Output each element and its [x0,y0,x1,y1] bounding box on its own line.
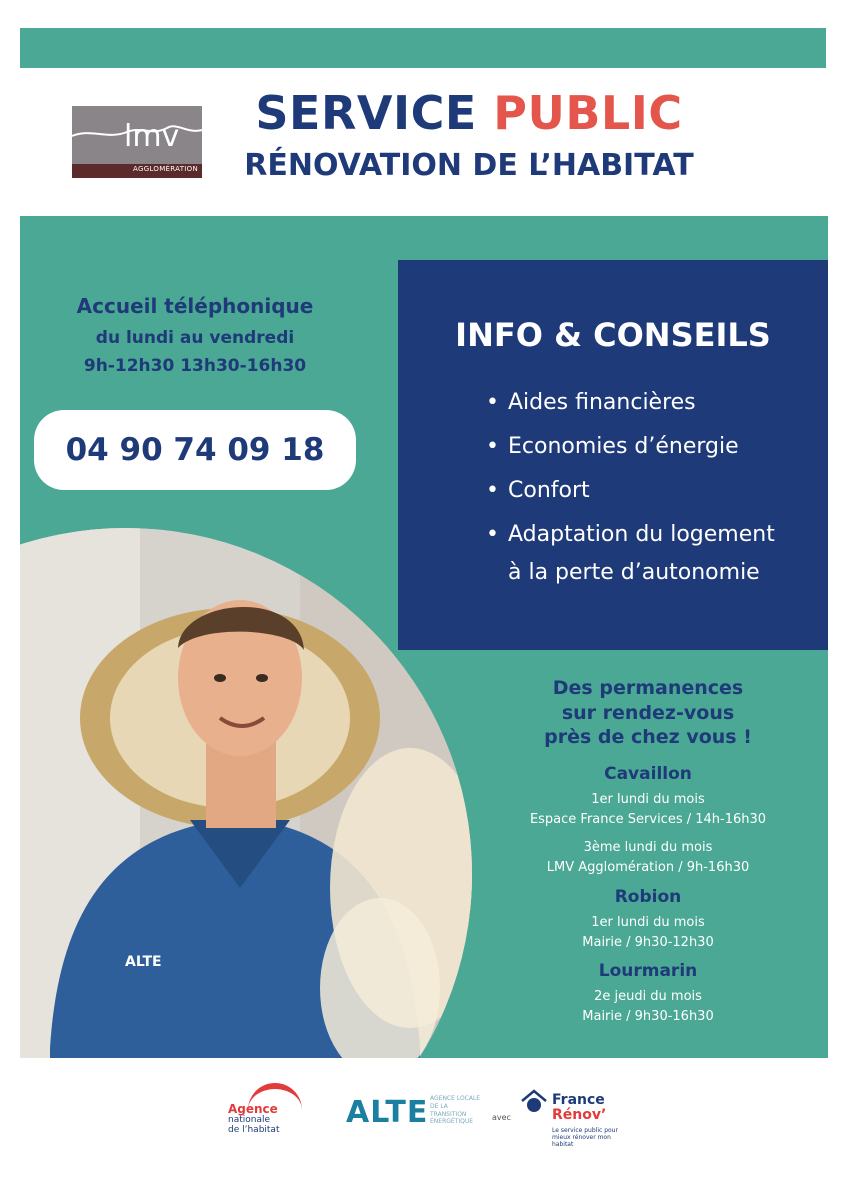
slot-where: Mairie / 9h30-16h30 [582,1009,714,1025]
lmv-logo-text: lmv [124,119,180,154]
anah-line: Agence [228,1102,278,1116]
info-item-label: Aides financières [508,390,696,415]
accueil-block [40,294,350,384]
city-name: Robion [614,886,682,907]
france-renov-line: France [552,1092,605,1108]
info-item [486,480,775,502]
accueil-hours: 9h-12h30 13h30-16h30 [83,356,307,376]
city-name: Cavaillon [604,764,692,785]
france-renov-line: Rénov’ [552,1107,607,1124]
info-item-label: Adaptation du logement [508,522,775,547]
title-public: PUBLIC [493,86,683,140]
accueil-title: Accueil téléphonique [76,294,314,318]
anah-logo [228,1083,308,1143]
slot-when: 1er lundi du mois [591,914,705,930]
france-renov-logo [552,1093,606,1124]
accueil-days: du lundi au vendredi [95,328,295,348]
info-item-label: Economies d’énergie [508,434,739,459]
permanence-slot [488,790,808,830]
footer-logos [0,1075,848,1155]
alte-subtitle: AGENCE LOCALE DE LA TRANSITION ÉNERGÉTIQUE [430,1095,481,1126]
permanences-heading-line: près de chez vous ! [544,726,752,749]
city-name: Lourmarin [598,960,698,981]
info-conseils-box [398,260,828,650]
anah-line: nationale [228,1115,271,1126]
shirt-logo: ALTE [125,954,162,970]
lmv-logo-sub: AGGLOMÉRATION [133,165,198,173]
page-title [0,86,848,140]
page-subtitle: RÉNOVATION DE L’HABITAT [244,148,694,183]
alte-logo: ALTE [346,1095,429,1130]
france-renov-subtitle: Le service public pour mieux rénover mon habitat [552,1127,618,1149]
top-band [20,28,826,68]
permanences-heading [488,676,808,750]
permanence-slot [488,913,808,953]
info-item-label: Confort [508,478,590,503]
slot-where: LMV Agglomération / 9h-16h30 [546,860,750,876]
title-service: SERVICE [255,86,477,140]
slot-when: 3ème lundi du mois [583,840,713,856]
info-list [486,392,775,606]
info-item-label-line2: à la perte d’autonomie [508,560,760,585]
permanences-heading-line: Des permanences [552,677,744,699]
slot-where: Mairie / 9h30-12h30 [582,934,714,950]
permanence-slot [488,838,808,878]
anah-line: de l’habitat [228,1125,280,1136]
info-item [486,524,775,584]
permanences-block [488,676,808,1035]
france-renov-house-icon [520,1089,548,1113]
info-item [486,392,775,414]
permanences-heading-line: sur rendez-vous [561,701,735,724]
slot-when: 1er lundi du mois [591,792,705,808]
slot-where: Espace France Services / 14h-16h30 [529,812,767,828]
info-item [486,436,775,458]
phone-number[interactable]: 04 90 74 09 18 [34,410,356,490]
slot-when: 2e jeudi du mois [594,988,702,1004]
anah-text [228,1103,279,1136]
info-title: INFO & CONSEILS [455,316,771,354]
main-panel [20,216,828,1058]
permanence-slot [488,987,808,1027]
avec-label: avec [492,1113,511,1122]
